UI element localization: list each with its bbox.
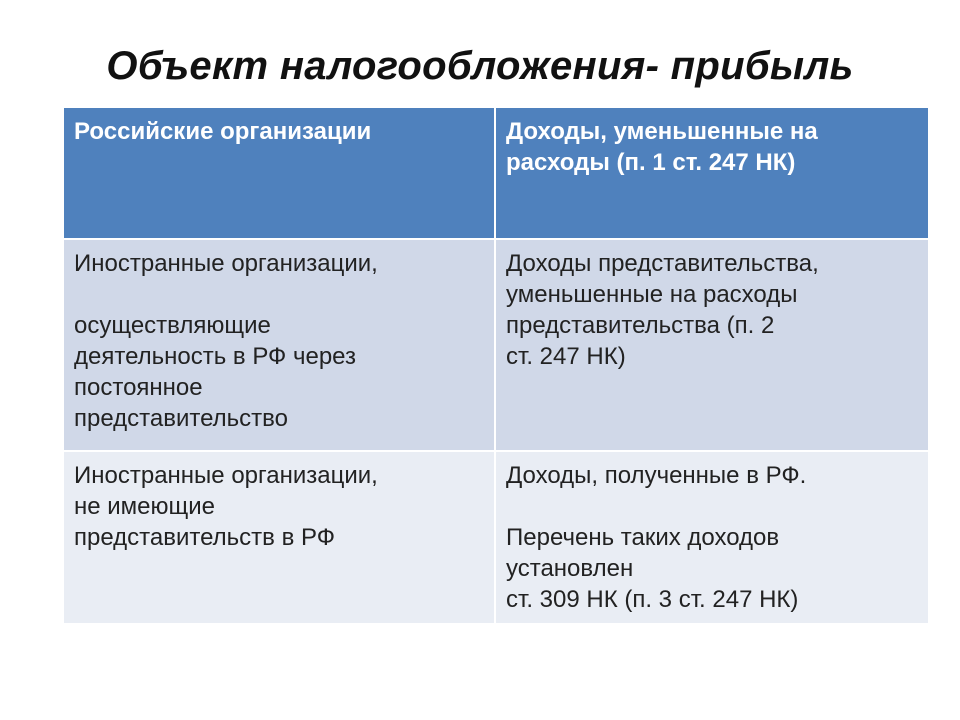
row1-left-line-2: осуществляющие (74, 312, 271, 339)
row1-right-line-3: представительства (п. 2 (506, 312, 775, 339)
row1-left-line-1: Иностранные организации, (74, 250, 378, 277)
slide-title: Объект налогообложения- прибыль (106, 44, 854, 88)
row1-right-line-4: ст. 247 НК) (506, 343, 626, 370)
row2-left-line-1: Иностранные организации, (74, 462, 378, 489)
row2-cell-right (495, 451, 928, 624)
row2-right-line-2: Перечень таких доходов (506, 524, 780, 551)
table-row (64, 451, 928, 624)
tax-object-table (64, 108, 928, 625)
paragraph-gap (506, 491, 918, 522)
row2-cell-left (64, 451, 495, 624)
row1-left-line-3: деятельность в РФ через (74, 343, 356, 370)
row1-right-line-2: уменьшенные на расходы (506, 281, 798, 308)
row1-left-line-4: постоянное (74, 374, 203, 401)
header-cell-left (64, 108, 495, 239)
row2-left-line-3: представительств в РФ (74, 524, 335, 551)
header-cell-right (495, 108, 928, 239)
table-header-row (64, 108, 928, 239)
row2-right-line-3: установлен (506, 555, 634, 582)
paragraph-gap (74, 279, 484, 310)
header-right-line-2: расходы (п. 1 ст. 247 НК) (506, 149, 796, 176)
header-left-text: Российские организации (74, 118, 372, 145)
row2-left-line-2: не имеющие (74, 493, 216, 520)
row1-left-line-5: представительство (74, 405, 288, 432)
row2-right-line-1: Доходы, полученные в РФ. (506, 462, 807, 489)
row2-right-line-4: ст. 309 НК (п. 3 ст. 247 НК) (506, 586, 799, 613)
row1-cell-right (495, 239, 928, 451)
row1-right-line-1: Доходы представительства, (506, 250, 819, 277)
table-row (64, 239, 928, 451)
row1-cell-left (64, 239, 495, 451)
header-right-line-1: Доходы, уменьшенные на (506, 118, 818, 145)
